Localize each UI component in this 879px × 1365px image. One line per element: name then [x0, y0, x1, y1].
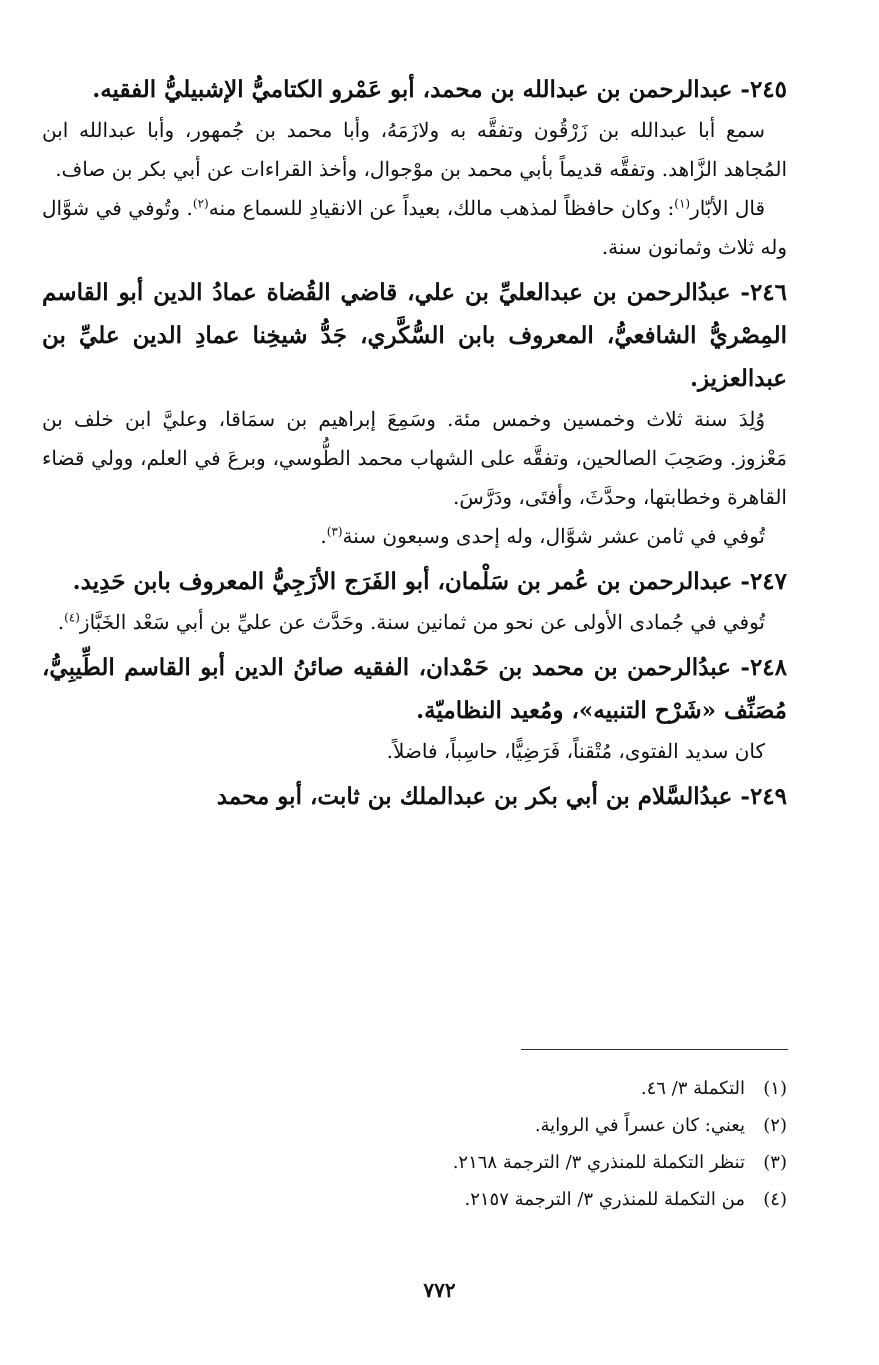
- entry-paragraph: كان سديد الفتوى، مُتْقناً، فَرَضِيًّا، حاسِباً، فاضلاً.: [386, 739, 765, 763]
- footnote-ref[interactable]: (٣): [326, 524, 343, 539]
- footnote-item: [42, 1181, 787, 1218]
- entry-247: [42, 560, 787, 642]
- footnote-item: [42, 1107, 787, 1144]
- entry-246: [42, 271, 787, 556]
- entry-245: [42, 68, 787, 267]
- footnote-text: يعني: كان عسراً في الرواية.: [534, 1115, 745, 1136]
- footnote-text: التكملة ٣/ ٤٦.: [640, 1078, 745, 1099]
- footnote-item: [42, 1070, 787, 1107]
- entry-paragraph: تُوفي في جُمادى الأولى عن نحو من ثمانين سنة. وحَدَّث عن عليِّ بن أبي سَعْد الخَبَّاز$^{(٤)}$.: [57, 610, 765, 634]
- footnote-ref[interactable]: (٢): [192, 196, 209, 211]
- footnote-ref[interactable]: (١): [674, 196, 691, 211]
- footnote-number: (٣): [763, 1152, 787, 1173]
- entry-paragraph: قال الأبّار$^{(١)}$: وكان حافظاً لمذهب مالك، بعيداً عن الانقيادِ للسماع منه$^{(٢)}$. وتُوفي في شوَّال وله ثلاث وثمانون سنة.: [42, 196, 787, 259]
- entry-heading: ٢٤٥- عبدالرحمن بن عبدالله بن محمد، أبو عَمْرو الكتاميُّ الإشبيليُّ الفقيه.: [92, 76, 787, 103]
- footnote-text: من التكملة للمنذري ٣/ الترجمة ٢١٥٧.: [464, 1189, 745, 1210]
- footnote-ref[interactable]: (٤): [64, 610, 80, 625]
- entry-paragraph: سمع أبا عبدالله بن زَرْقُون وتفقَّه به ولازَمَهُ، وأبا محمد بن جُمهور، وأبا عبدالله ابن المُجاهد الزَّاهد. وتفقَّه قديماً بأبي محمد بن موْجوال، وأخذ القراءات عن أبي بكر بن صاف.: [42, 118, 787, 181]
- entry-heading: ٢٤٩- عبدُالسَّلام بن أبي بكر بن عبدالملك بن ثابت، أبو محمد: [216, 783, 787, 810]
- footnote-number: (٤): [763, 1189, 787, 1210]
- footnote-divider: [521, 1049, 788, 1050]
- entry-heading: ٢٤٨- عبدُالرحمن بن محمد بن حَمْدان، الفقيه صائنُ الدين أبو القاسم الطِّيبِيُّ، مُصَنِّف «شَرْح التنبيه»، ومُعيد النظاميّة.: [42, 654, 787, 724]
- entry-heading: ٢٤٦- عبدُالرحمن بن عبدالعليِّ بن علي، قاضي القُضاة عمادُ الدين أبو القاسم المِصْريُّ الشافعيُّ، المعروف بابن السُّكَّري، جَدُّ شيخِنا عمادِ الدين عليِّ بن عبدالعزيز.: [42, 279, 787, 392]
- footnote-number: (٢): [763, 1115, 787, 1136]
- footnote-item: [42, 1144, 787, 1181]
- entry-paragraph: وُلِدَ سنة ثلاث وخمسين وخمس مئة. وسَمِعَ إبراهيم بن سمَاقا، وعليَّ ابن خلف بن مَعْزوز. وصَحِبَ الصالحين، وتفقَّه على الشهاب محمد الطُّوسي، وبرعَ في العلم، وولي قضاء القاهرة وخطابتها، وحدَّثَ، وأفتَى، ودَرَّسَ.: [42, 407, 787, 509]
- entry-paragraph: تُوفي في ثامن عشر شوَّال، وله إحدى وسبعون سنة$^{(٣)}$.: [320, 524, 765, 548]
- entry-248: [42, 646, 787, 771]
- footnotes-list: [42, 1070, 787, 1218]
- footnote-number: (١): [763, 1078, 787, 1099]
- page-number: ٧٧٢: [423, 1278, 456, 1302]
- entry-249: [42, 775, 787, 818]
- footnote-text: تنظر التكملة للمنذري ٣/ الترجمة ٢١٦٨.: [452, 1152, 745, 1173]
- main-text: [42, 68, 787, 822]
- entry-heading: ٢٤٧- عبدالرحمن بن عُمر بن سَلْمان، أبو الفَرَج الأزَجِيُّ المعروف بابن حَدِيد.: [72, 568, 787, 595]
